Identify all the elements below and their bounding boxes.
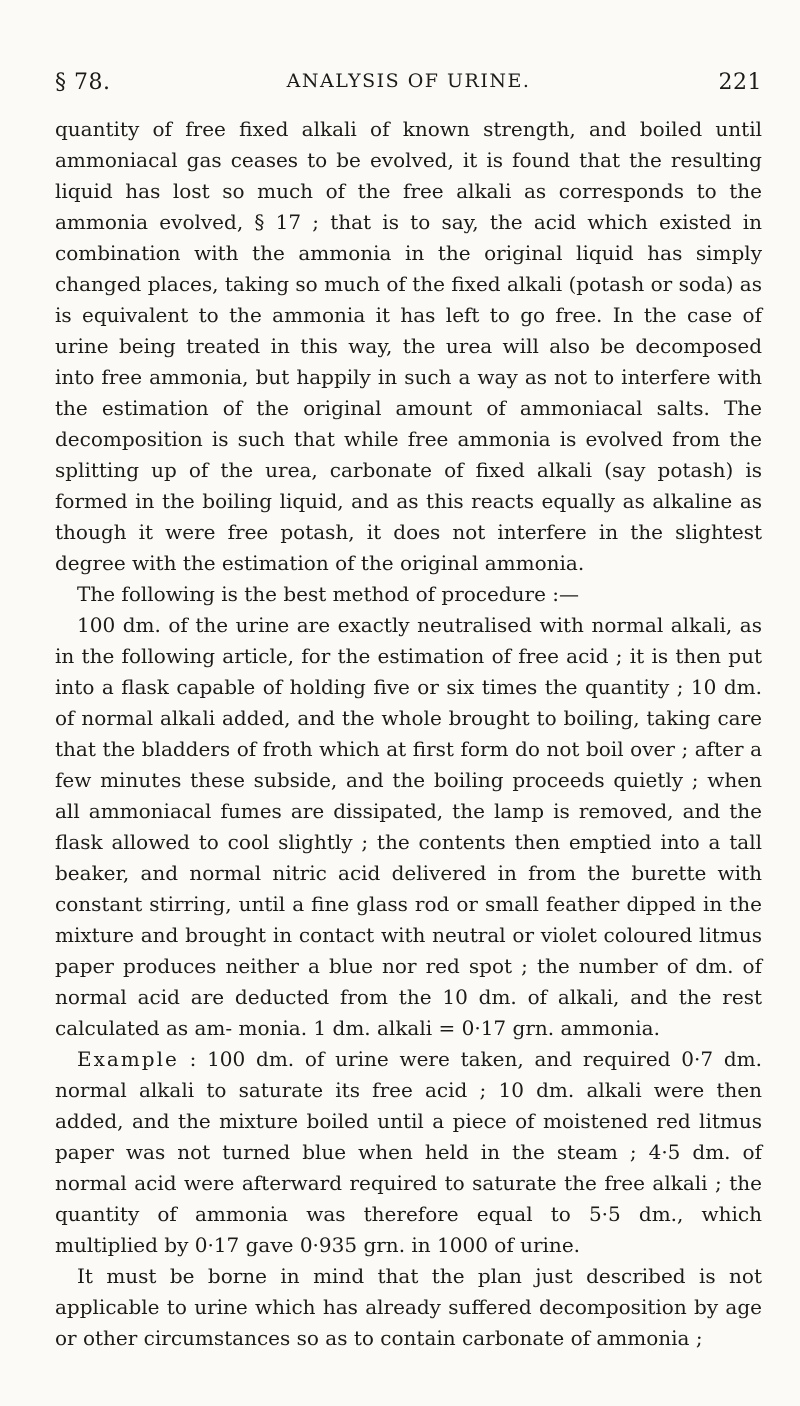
paragraph-procedure: 100 dm. of the urine are exactly neutralised with normal alkali, as in the following article, for the estimation of free acid ; it is then put into a flask capable of holding five or six times the quantity ; 10 dm. of normal alkali added, and the whole brought to boiling, taking care that the bladders of froth which at first form do not boil over ; after a few minutes these subside, and the boiling proceeds quietly ; when all ammoniacal fumes are dissipated, the lamp is removed, and the flask allowed to cool slightly ; the contents then emptied into a tall beaker, and normal nitric acid delivered in from the burette with constant stirring, until a fine glass rod or small feather dipped in the mixture and brought in contact with neutral or violet coloured litmus paper produces neither a blue nor red spot ; the number of dm. of normal acid are deducted from the 10 dm. of alkali, and the rest calculated as am- monia. 1 dm. alkali = 0·17 grn. ammonia. — [55, 613, 762, 1040]
running-head — [55, 70, 762, 102]
book-page — [55, 70, 762, 1354]
paragraph-example — [55, 1044, 762, 1261]
example-text: : 100 dm. of urine were taken, and required 0·7 dm. normal alkali to saturate its free acid ; 10 dm. alkali were then added, and the mixture boiled until a piece of moistened red litmus paper was not turned blue when held in the steam ; 4·5 dm. of normal acid were afterward required to saturate the free alkali ; the quantity of ammonia was therefore equal to 5·5 dm., which multiplied by 0·17 gave 0·935 grn. in 1000 of urine. — [55, 1047, 762, 1257]
body-text — [55, 114, 762, 1354]
paragraph-procedure-intro: The following is the best method of procedure :— — [77, 582, 580, 606]
page-number: 221 — [718, 70, 762, 95]
paragraph-caution: It must be borne in mind that the plan just described is not applicable to urine which has already suffered decomposition by age or other circumstances so as to contain carbonate of ammonia ; — [55, 1264, 762, 1350]
running-head-title: ANALYSIS OF URINE. — [286, 70, 531, 92]
paragraph-continuation: quantity of free fixed alkali of known strength, and boiled until ammoniacal gas ceases to be evolved, it is found that the resulting liquid has lost so much of the free alkali as corresponds to the ammonia evolved, § 17 ; that is to say, the acid which existed in combination with the ammonia in the original liquid has simply changed places, taking so much of the fixed alkali (potash or soda) as is equivalent to the ammonia it has left to go free. In the case of urine being treated in this way, the urea will also be decomposed into free ammonia, but happily in such a way as not to interfere with the estimation of the original amount of ammoniacal salts. The decomposition is such that while free ammonia is evolved from the splitting up of the urea, carbonate of fixed alkali (say potash) is formed in the boiling liquid, and as this reacts equally as alkaline as though it were free potash, it does not interfere in the slightest degree with the estimation of the original ammonia. — [55, 117, 762, 575]
section-reference: § 78. — [55, 70, 111, 95]
example-lead: Example — [77, 1047, 179, 1071]
